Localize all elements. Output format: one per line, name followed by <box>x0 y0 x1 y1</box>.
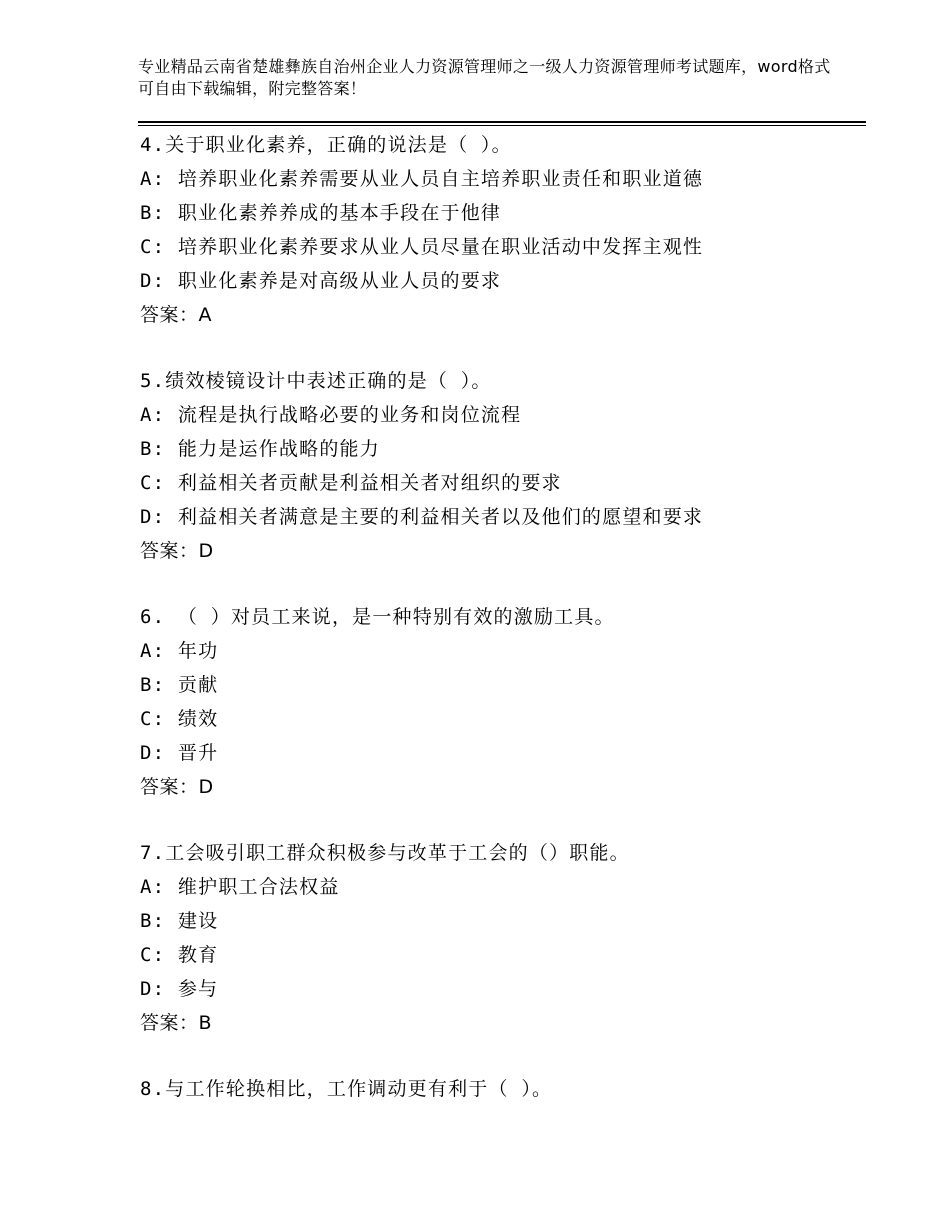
answer-label: 答案：D <box>140 540 214 562</box>
question-item <box>140 364 860 568</box>
question-item <box>140 836 860 1040</box>
question-item <box>140 128 860 332</box>
document-header <box>138 56 838 100</box>
option-b: B: 能力是运作战略的能力 <box>140 438 380 460</box>
option-c: C: 教育 <box>140 944 219 966</box>
option-d: D: 利益相关者满意是主要的利益相关者以及他们的愿望和要求 <box>140 506 704 528</box>
question-stem: 8.与工作轮换相比，工作调动更有利于（ ）。 <box>140 1078 553 1100</box>
option-d: D: 职业化素养是对高级从业人员的要求 <box>140 270 502 292</box>
answer-label: 答案：B <box>140 1012 213 1034</box>
option-a: A: 年功 <box>140 640 219 662</box>
question-stem: 7.工会吸引职工群众积极参与改革于工会的（）职能。 <box>140 842 630 864</box>
header-title: 专业精品云南省楚雄彝族自治州企业人力资源管理师之一级人力资源管理师考试题库，word格式可自由下载编辑，附完整答案！ <box>138 57 831 98</box>
answer-label: 答案：D <box>140 776 214 798</box>
question-stem: 4.关于职业化素养，正确的说法是（ ）。 <box>140 134 512 156</box>
question-stem: 5.绩效棱镜设计中表述正确的是（ ）。 <box>140 370 492 392</box>
question-stem: 6. （ ）对员工来说，是一种特别有效的激励工具。 <box>140 606 615 628</box>
header-divider-thin <box>138 125 866 126</box>
question-item <box>140 1072 860 1106</box>
option-a: A: 培养职业化素养需要从业人员自主培养职业责任和职业道德 <box>140 168 704 190</box>
option-b: B: 贡献 <box>140 674 219 696</box>
option-c: C: 利益相关者贡献是利益相关者对组织的要求 <box>140 472 562 494</box>
option-a: A: 维护职工合法权益 <box>140 876 340 898</box>
option-c: C: 绩效 <box>140 708 219 730</box>
option-d: D: 参与 <box>140 978 219 1000</box>
answer-label: 答案：A <box>140 304 212 326</box>
option-b: B: 职业化素养养成的基本手段在于他律 <box>140 202 502 224</box>
header-divider <box>138 121 866 123</box>
question-item <box>140 600 860 804</box>
question-list <box>140 128 860 1138</box>
option-b: B: 建设 <box>140 910 219 932</box>
option-a: A: 流程是执行战略必要的业务和岗位流程 <box>140 404 522 426</box>
option-c: C: 培养职业化素养要求从业人员尽量在职业活动中发挥主观性 <box>140 236 704 258</box>
option-d: D: 晋升 <box>140 742 219 764</box>
